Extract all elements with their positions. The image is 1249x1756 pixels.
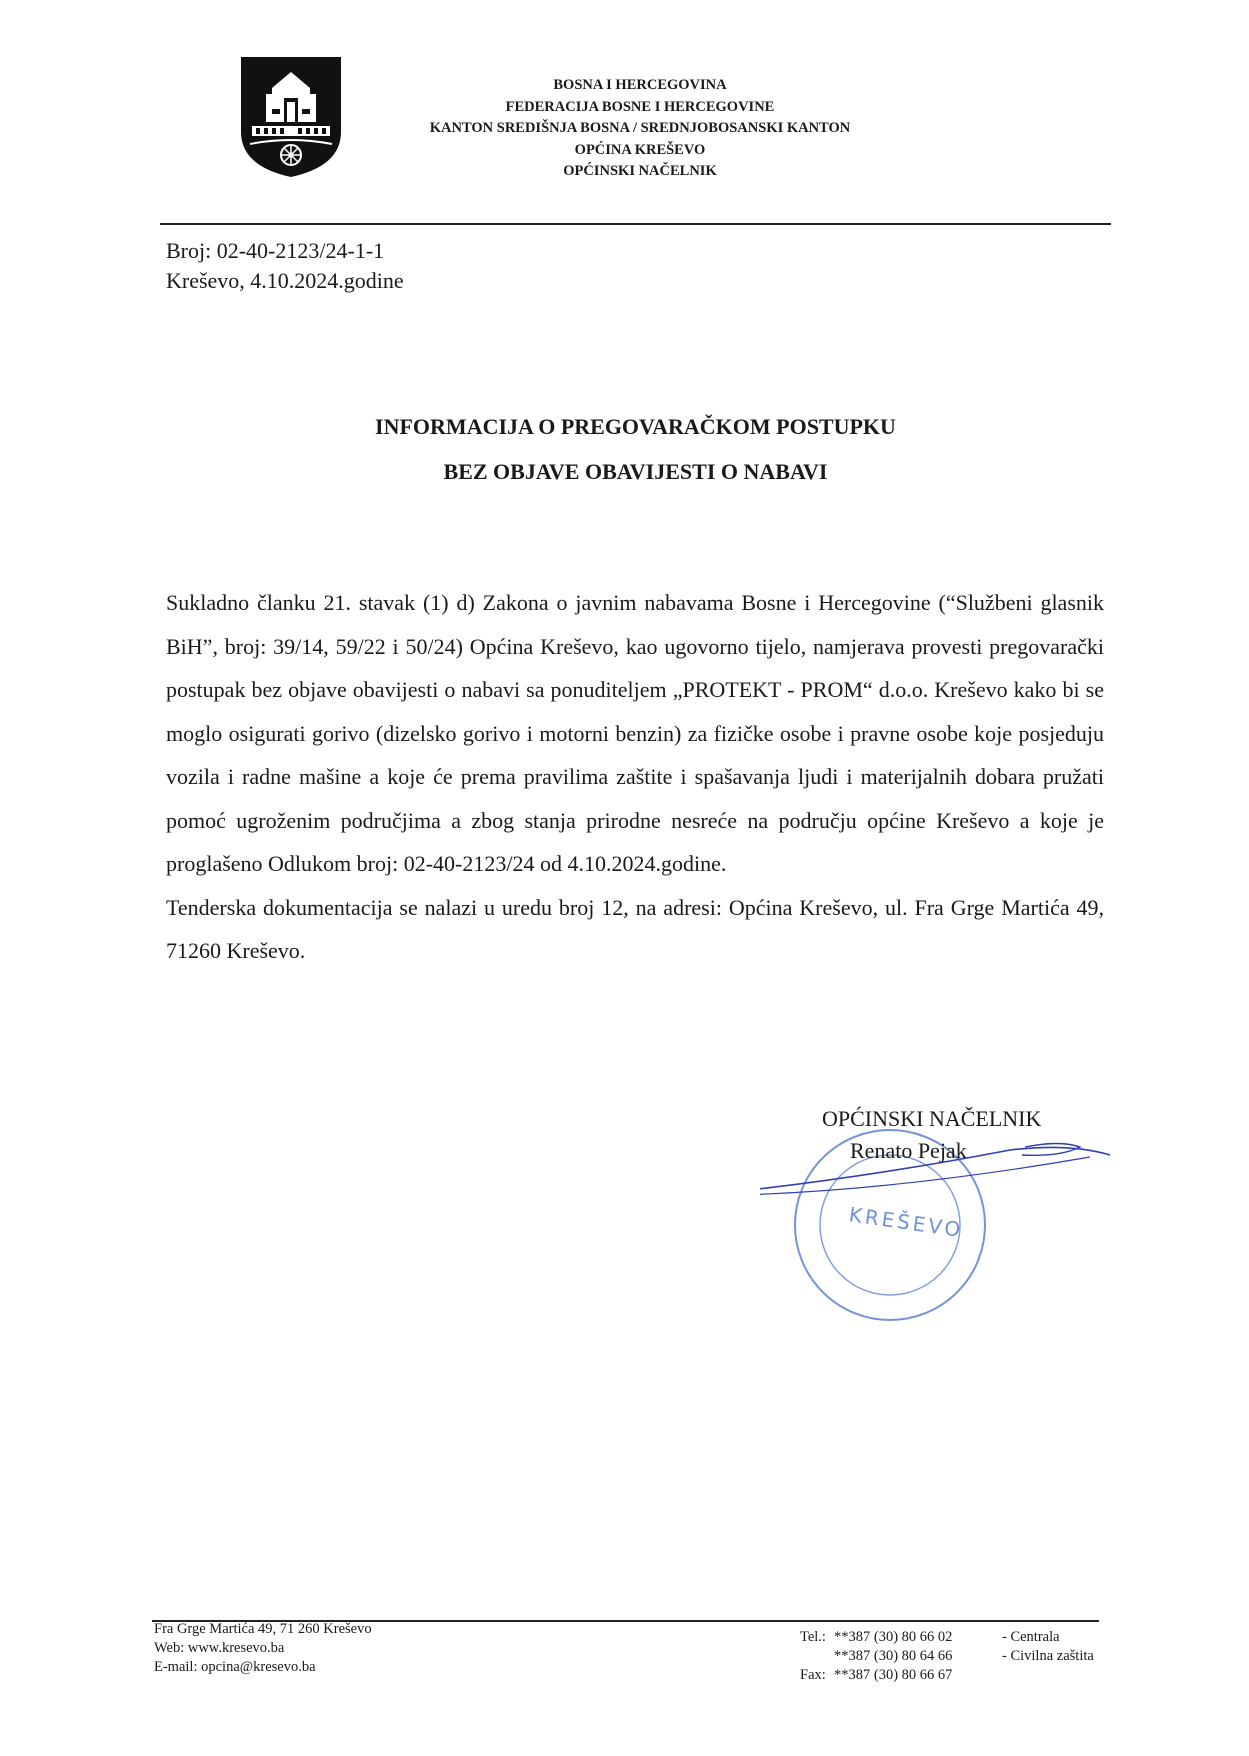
title-line-2: BEZ OBJAVE OBAVIJESTI O NABAVI [443, 459, 828, 484]
svg-text:KREŠEVO: KREŠEVO [847, 1202, 965, 1243]
place-date: Kreševo, 4.10.2024.godine [166, 268, 404, 293]
footer-phones [800, 1628, 1094, 1685]
letterhead [370, 75, 910, 183]
phone-row [800, 1628, 1094, 1647]
footer-address: Fra Grge Martića 49, 71 260 Kreševo [154, 1621, 372, 1637]
phone-number: **387 (30) 80 64 66 [834, 1648, 953, 1664]
header-divider [160, 223, 1111, 225]
phone-row [800, 1666, 1094, 1685]
fax-number: **387 (30) 80 66 67 [834, 1667, 953, 1683]
body-paragraph: Sukladno članku 21. stavak (1) d) Zakona o javnim nabavama Bosne i Hercegovine (“Službeni glasnik BiH”, broj: 39/14, 59/22 i 50/24) Općina Kreševo, kao ugovorno tijelo, namjerava provesti pregovarački postupak bez objave obavijesti o nabavi sa ponuditeljem „PROTEKT - PROM“ d.o.o. Kreševo kako bi se moglo osigurati gorivo (dizelsko gorivo i motorni benzin) za fizičke osobe i pravne osobe koje posjeduju vozila i radne mašine a koje će prema pravilima zaštite i spašavanja ljudi i materijalnih dobara pružati pomoć ugroženim područjima a zbog stanja prirodne nesreće na području općine Kreševo a koje je proglašeno Odlukom broj: 02-40-2123/24 od 4.10.2024.godine. [166, 590, 1104, 876]
phone-label: Tel.: [800, 1629, 826, 1645]
reference-number: Broj: 02-40-2123/24-1-1 [166, 238, 385, 263]
header-municipality: OPĆINA KREŠEVO [574, 141, 706, 158]
phone-number: **387 (30) 80 66 02 [834, 1629, 953, 1645]
phone-desc: - Centrala [1002, 1629, 1060, 1645]
title-line-1: INFORMACIJA O PREGOVARAČKOM POSTUPKU [375, 414, 896, 439]
document-body [166, 581, 1104, 973]
phone-row [800, 1647, 1094, 1666]
document-title [250, 404, 1021, 494]
signatory-name: Renato Pejak [850, 1138, 967, 1163]
footer-contact [154, 1620, 372, 1677]
body-paragraph: Tenderska dokumentacija se nalazi u uredu broj 12, na adresi: Općina Kreševo, ul. Fra Grge Martića 49, 71260 Kreševo. [166, 894, 1104, 963]
signatory-title: OPĆINSKI NAČELNIK [822, 1106, 1042, 1131]
footer-email[interactable]: E-mail: opcina@kresevo.ba [154, 1659, 316, 1675]
fax-label: Fax: [800, 1667, 826, 1683]
header-federation: FEDERACIJA BOSNE I HERCEGOVINE [505, 98, 775, 115]
signature-block [822, 1103, 1132, 1167]
coat-of-arms-logo [238, 54, 344, 180]
header-canton: KANTON SREDIŠNJA BOSNA / SREDNJOBOSANSKI KANTON [429, 120, 851, 136]
footer-web[interactable]: Web: www.kresevo.ba [154, 1640, 285, 1656]
header-country: BOSNA I HERCEGOVINA [553, 77, 727, 93]
phone-desc: - Civilna zaštita [1002, 1648, 1094, 1664]
reference-block [166, 236, 404, 296]
header-office: OPĆINSKI NAČELNIK [563, 163, 717, 179]
